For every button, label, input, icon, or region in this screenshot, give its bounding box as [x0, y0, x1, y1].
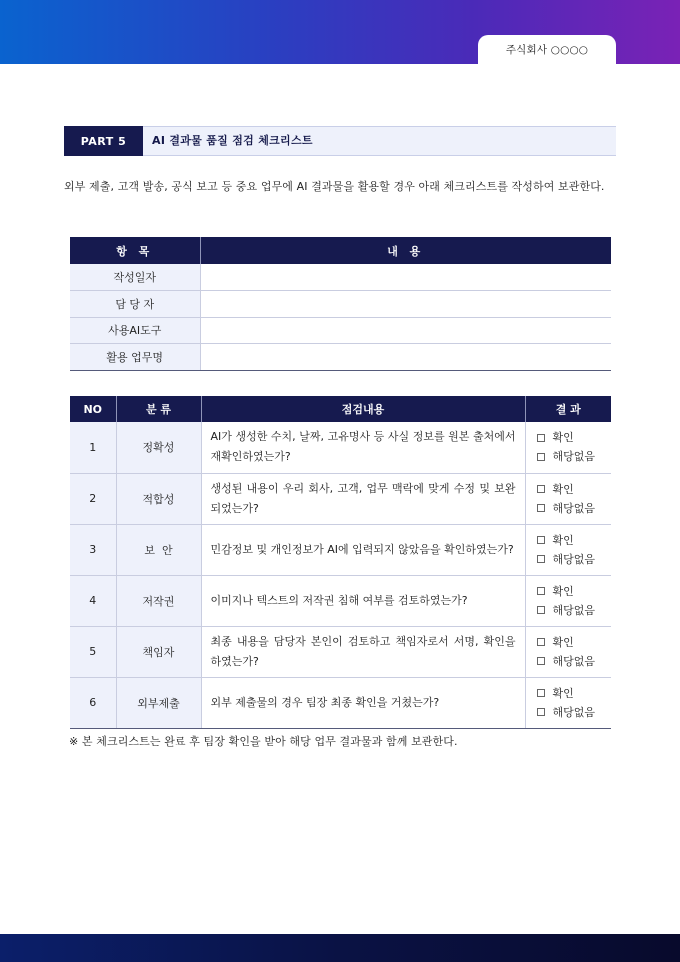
date-field[interactable] — [200, 264, 611, 291]
checkbox[interactable] — [537, 606, 545, 614]
checklist-header-no: NO — [70, 396, 116, 422]
option-label: 해당없음 — [552, 552, 596, 566]
footnote: ※ 본 체크리스트는 완료 후 팀장 확인을 받아 해당 업무 결과물과 함께 보관한다. — [69, 735, 458, 748]
info-row — [70, 317, 611, 344]
not-applicable-option[interactable] — [537, 499, 612, 518]
row-number: 4 — [70, 575, 116, 626]
confirm-option[interactable] — [537, 480, 612, 499]
checkbox[interactable] — [537, 536, 545, 544]
checklist-header-content: 점검내용 — [201, 396, 525, 422]
confirm-option[interactable] — [537, 633, 612, 652]
option-label: 확인 — [552, 482, 574, 496]
info-label: 사용AI도구 — [70, 317, 200, 344]
info-row — [70, 291, 611, 318]
option-label: 확인 — [552, 431, 574, 445]
row-category: 정확성 — [116, 422, 201, 473]
part-label: PART 5 — [64, 126, 143, 156]
intro-text: 외부 제출, 고객 발송, 공식 보고 등 중요 업무에 AI 결과물을 활용할 경우 아래 체크리스트를 작성하여 보관한다. — [64, 180, 605, 193]
option-label: 해당없음 — [552, 603, 596, 617]
checkbox[interactable] — [537, 485, 545, 493]
checklist-row — [70, 524, 611, 575]
result-options — [525, 677, 611, 728]
checklist-row — [70, 677, 611, 728]
result-options — [525, 524, 611, 575]
not-applicable-option[interactable] — [537, 601, 612, 620]
checkbox[interactable] — [537, 555, 545, 563]
checklist-header-result: 결 과 — [525, 396, 611, 422]
info-row — [70, 344, 611, 371]
row-number: 6 — [70, 677, 116, 728]
row-category: 적합성 — [116, 473, 201, 524]
checkbox[interactable] — [537, 504, 545, 512]
checkbox[interactable] — [537, 689, 545, 697]
confirm-option[interactable] — [537, 582, 612, 601]
not-applicable-option[interactable] — [537, 652, 612, 671]
checkbox[interactable] — [537, 638, 545, 646]
info-table — [70, 237, 611, 371]
info-row — [70, 264, 611, 291]
option-label: 해당없음 — [552, 654, 596, 668]
option-label: 확인 — [552, 533, 574, 547]
row-category: 보 안 — [116, 524, 201, 575]
checkbox[interactable] — [537, 434, 545, 442]
info-label: 활용 업무명 — [70, 344, 200, 371]
option-label: 해당없음 — [552, 705, 596, 719]
result-options — [525, 473, 611, 524]
option-label: 해당없음 — [552, 450, 596, 464]
checkbox[interactable] — [537, 453, 545, 461]
result-options — [525, 626, 611, 677]
result-options — [525, 422, 611, 473]
info-header-content: 내 용 — [200, 237, 611, 264]
row-number: 5 — [70, 626, 116, 677]
info-header-item: 항 목 — [70, 237, 200, 264]
checklist-row — [70, 422, 611, 473]
row-number: 1 — [70, 422, 116, 473]
option-label: 확인 — [552, 635, 574, 649]
task-name-field[interactable] — [200, 344, 611, 371]
result-options — [525, 575, 611, 626]
info-label: 작성일자 — [70, 264, 200, 291]
section-title-bar — [64, 126, 616, 156]
checklist-header-category: 분 류 — [116, 396, 201, 422]
company-name: 주식회사 ○○○○ — [478, 35, 616, 64]
checkbox[interactable] — [537, 587, 545, 595]
confirm-option[interactable] — [537, 531, 612, 550]
not-applicable-option[interactable] — [537, 703, 612, 722]
confirm-option[interactable] — [537, 428, 612, 447]
checkbox[interactable] — [537, 708, 545, 716]
checkbox[interactable] — [537, 657, 545, 665]
info-label: 담 당 자 — [70, 291, 200, 318]
option-label: 해당없음 — [552, 501, 596, 515]
option-label: 확인 — [552, 584, 574, 598]
confirm-option[interactable] — [537, 684, 612, 703]
section-title: AI 결과물 품질 점검 체크리스트 — [152, 134, 313, 147]
row-category: 외부제출 — [116, 677, 201, 728]
checklist-table — [70, 396, 611, 729]
person-field[interactable] — [200, 291, 611, 318]
row-question: 이미지나 텍스트의 저작권 침해 여부를 검토하였는가? — [201, 575, 525, 626]
row-question: 외부 제출물의 경우 팀장 최종 확인을 거쳤는가? — [201, 677, 525, 728]
checklist-row — [70, 473, 611, 524]
ai-tool-field[interactable] — [200, 317, 611, 344]
footer-band — [0, 934, 680, 962]
row-question: 민감정보 및 개인정보가 AI에 입력되지 않았음을 확인하였는가? — [201, 524, 525, 575]
row-category: 책임자 — [116, 626, 201, 677]
not-applicable-option[interactable] — [537, 550, 612, 569]
checklist-row — [70, 626, 611, 677]
row-number: 2 — [70, 473, 116, 524]
option-label: 확인 — [552, 686, 574, 700]
not-applicable-option[interactable] — [537, 447, 612, 466]
row-number: 3 — [70, 524, 116, 575]
row-category: 저작권 — [116, 575, 201, 626]
checklist-row — [70, 575, 611, 626]
row-question: AI가 생성한 수치, 날짜, 고유명사 등 사실 정보를 원본 출처에서 재확인하였는가? — [201, 422, 525, 473]
row-question: 최종 내용을 담당자 본인이 검토하고 책임자로서 서명, 확인을 하였는가? — [201, 626, 525, 677]
row-question: 생성된 내용이 우리 회사, 고객, 업무 맥락에 맞게 수정 및 보완되었는가? — [201, 473, 525, 524]
